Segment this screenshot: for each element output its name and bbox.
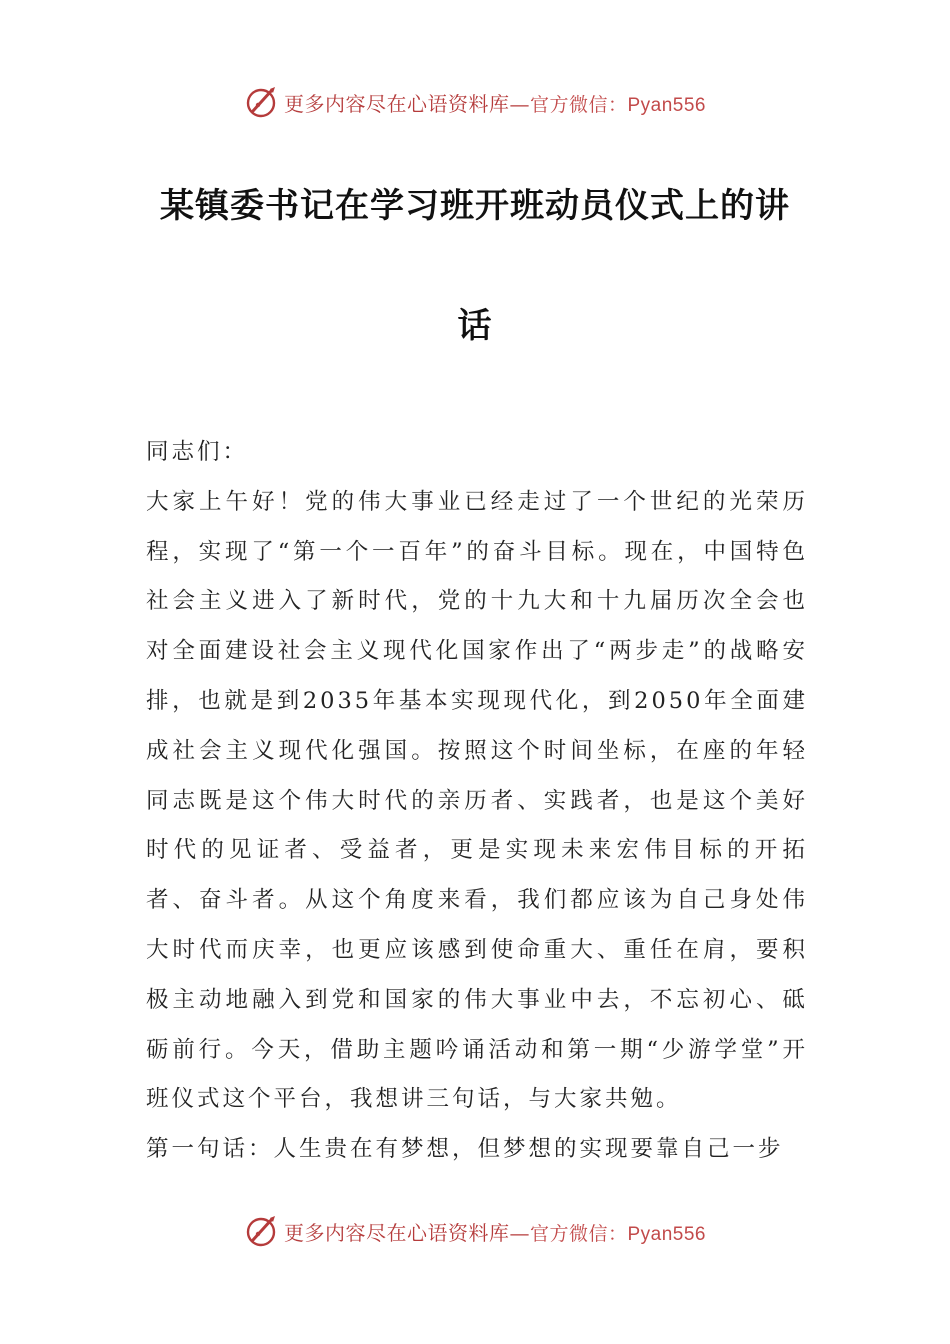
document-body [146, 428, 808, 1175]
pen-circle-icon [244, 84, 280, 120]
watermark-text-main: 更多内容尽在心语资料库— [283, 1220, 530, 1245]
watermark-text-tail: 官方微信：Pyan556 [529, 94, 706, 116]
watermark-text-tail: 官方微信：Pyan556 [529, 1223, 706, 1245]
paragraph-1: 大家上午好！党的伟大事业已经走过了一个世纪的光荣历程，实现了“第一个一百年”的奋斗目标。现在，中国特色社会主义进入了新时代，党的十九大和十九届历次全会也对全面建设社会主义现代化国家作出了“两步走”的战略安排，也就是到2035年基本实现现代化，到2050年全面建成社会主义现代化强国。按照这个时间坐标，在座的年轻同志既是这个伟大时代的亲历者、实践者，也是这个美好时代的见证者、受益者，更是实现未来宏伟目标的开拓者、奋斗者。从这个角度来看，我们都应该为自己身处伟大时代而庆幸，也更应该感到使命重大、重任在肩，要积极主动地融入到党和国家的伟大事业中去，不忘初心、砥砺前行。今天，借助主题吟诵活动和第一期“少游学堂”开班仪式这个平台，我想讲三句话，与大家共勉。 [146, 488, 808, 1113]
watermark-header [0, 82, 950, 122]
watermark-text [284, 88, 706, 117]
watermark-footer [0, 1211, 950, 1251]
document-title-line2: 话 [457, 306, 493, 346]
watermark-text [284, 1217, 706, 1246]
watermark-text-main: 更多内容尽在心语资料库— [283, 91, 530, 116]
paragraph-2: 第一句话：人生贵在有梦想，但梦想的实现要靠自己一步 [146, 1136, 784, 1163]
document-title-line1: 某镇委书记在学习班开班动员仪式上的讲 [160, 186, 790, 226]
pen-circle-icon [244, 1213, 280, 1249]
salutation: 同志们： [146, 439, 249, 465]
